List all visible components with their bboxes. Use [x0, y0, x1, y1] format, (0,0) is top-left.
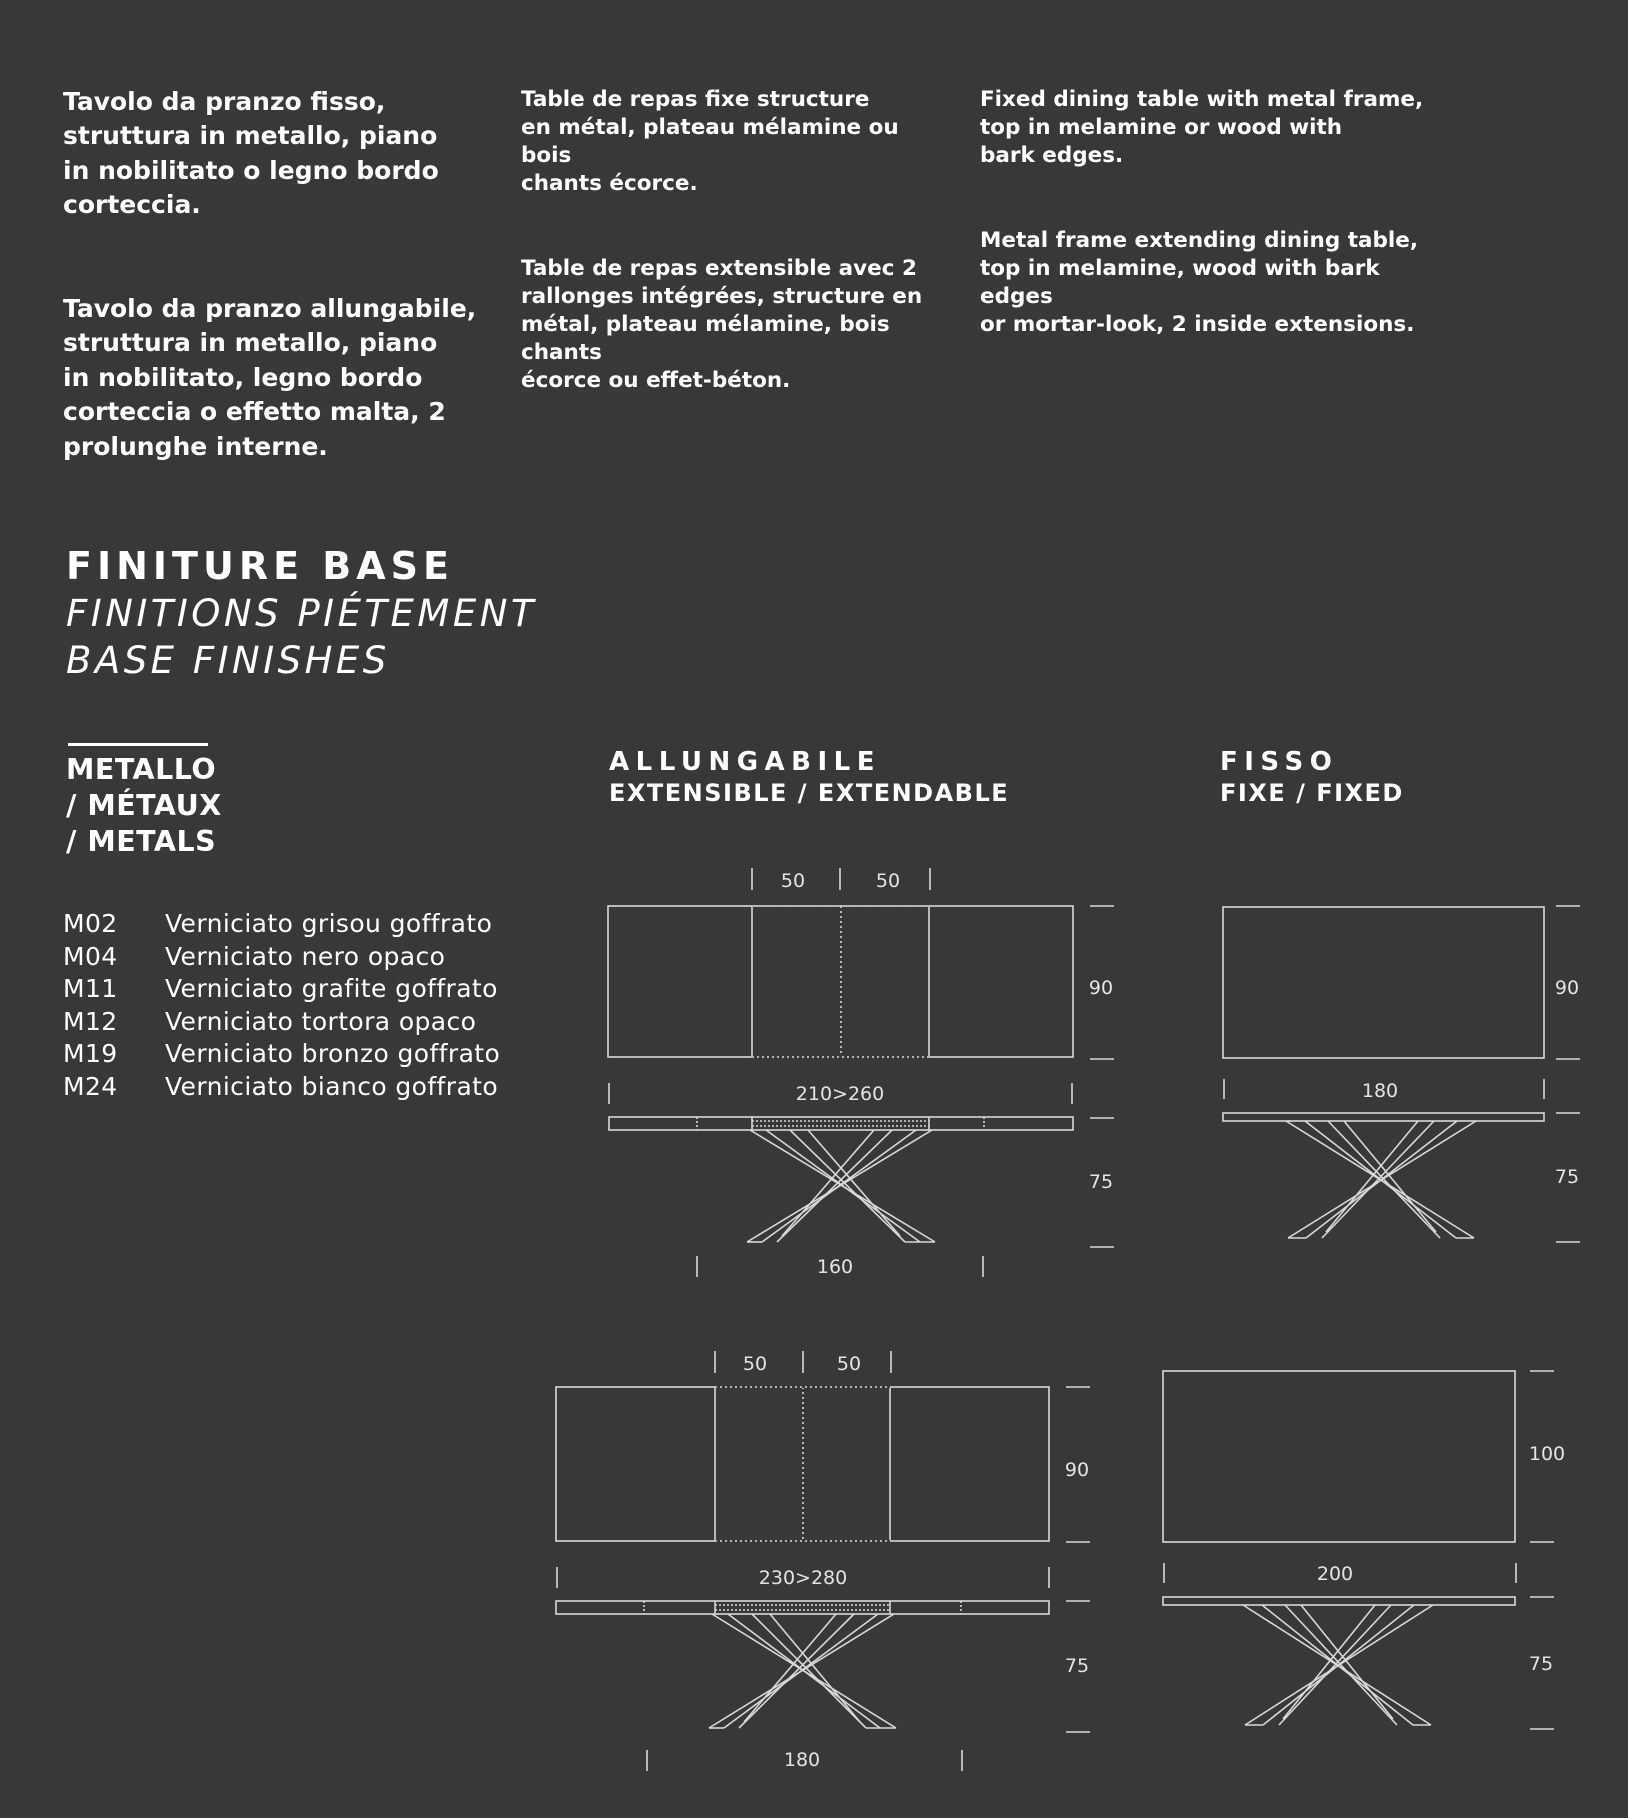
- table-top-view: [1163, 1371, 1515, 1542]
- intro-en-fixed: Fixed dining table with metal frame, top in melamine or wood with bark edges.: [980, 87, 1424, 168]
- finishes-title-fr: FINITIONS PIÉTEMENT: [66, 592, 538, 635]
- finish-name: Verniciato bronzo goffrato: [165, 1039, 501, 1068]
- dim-height: 75: [1528, 1653, 1554, 1675]
- drawing-fixed-180: [1223, 906, 1580, 1242]
- section-fixed-subtitle: FIXE / FIXED: [1220, 779, 1404, 807]
- section-extending-subtitle: EXTENSIBLE / EXTENDABLE: [609, 779, 1010, 807]
- dim-height: 75: [1064, 1655, 1090, 1677]
- intro-it-fixed: Tavolo da pranzo fisso, struttura in metallo, piano in nobilitato o legno bordo corteccia.: [63, 86, 439, 220]
- dim-height: 75: [1554, 1166, 1580, 1188]
- finishes-title-en: BASE FINISHES: [66, 639, 390, 682]
- dim-extension-2: 50: [836, 1353, 862, 1375]
- drawing-fixed-200: [1163, 1371, 1554, 1729]
- metal-title-fr: / MÉTAUX: [66, 789, 222, 822]
- dim-extension-1: 50: [742, 1353, 768, 1375]
- dim-length: 230>280: [758, 1567, 848, 1589]
- metal-title-en: / METALS: [66, 825, 217, 858]
- dim-base-width: 180: [783, 1749, 821, 1771]
- finishes-title-it: FINITURE BASE: [66, 544, 454, 588]
- table-top-view: [1223, 907, 1544, 1058]
- dim-extension-1: 50: [780, 870, 806, 892]
- finish-name: Verniciato grisou goffrato: [165, 909, 493, 938]
- intro-fr-extending: Table de repas extensible avec 2 rallonges intégrées, structure en métal, plateau mélamine, bois chants écorce ou effet-béton.: [521, 256, 923, 393]
- drawing-extending-160: [608, 868, 1114, 1277]
- dim-length: 210>260: [795, 1083, 885, 1105]
- intro-en-extending: Metal frame extending dining table, top in melamine, wood with bark edges or mortar-look, 2 inside extensions.: [980, 228, 1419, 337]
- finish-code: M19: [63, 1039, 118, 1068]
- finish-code: M11: [63, 974, 118, 1003]
- intro-it-extending: Tavolo da pranzo allungabile, struttura in metallo, piano in nobilitato, legno bordo corteccia o effetto malta, 2 prolunghe interne.: [63, 293, 477, 461]
- finish-code: M12: [63, 1006, 118, 1036]
- dim-depth: 90: [1088, 977, 1114, 999]
- finish-name: Verniciato bianco goffrato: [165, 1071, 499, 1101]
- finish-name: Verniciato tortora opaco: [165, 1006, 477, 1036]
- finish-code: M24: [63, 1071, 118, 1101]
- finish-name: Verniciato nero opaco: [165, 941, 446, 971]
- dim-extension-2: 50: [875, 870, 901, 892]
- dim-length: 180: [1361, 1080, 1399, 1102]
- dim-height: 75: [1088, 1171, 1114, 1193]
- section-extending-heading: ALLUNGABILE: [609, 747, 881, 777]
- dim-depth: 90: [1554, 977, 1580, 999]
- dim-base-width: 160: [816, 1256, 854, 1278]
- finish-name: Verniciato grafite goffrato: [165, 974, 498, 1003]
- finish-code: M02: [63, 909, 118, 938]
- dim-depth: 100: [1528, 1443, 1566, 1465]
- finish-code: M04: [63, 941, 118, 971]
- dim-depth: 90: [1064, 1459, 1090, 1481]
- intro-fr-fixed: Table de repas fixe structure en métal, plateau mélamine ou bois chants écorce.: [521, 87, 899, 196]
- metal-title-it: METALLO: [66, 753, 217, 786]
- dim-length: 200: [1316, 1563, 1354, 1585]
- section-fixed-heading: FISSO: [1220, 747, 1339, 777]
- drawing-extending-180: [556, 1351, 1090, 1771]
